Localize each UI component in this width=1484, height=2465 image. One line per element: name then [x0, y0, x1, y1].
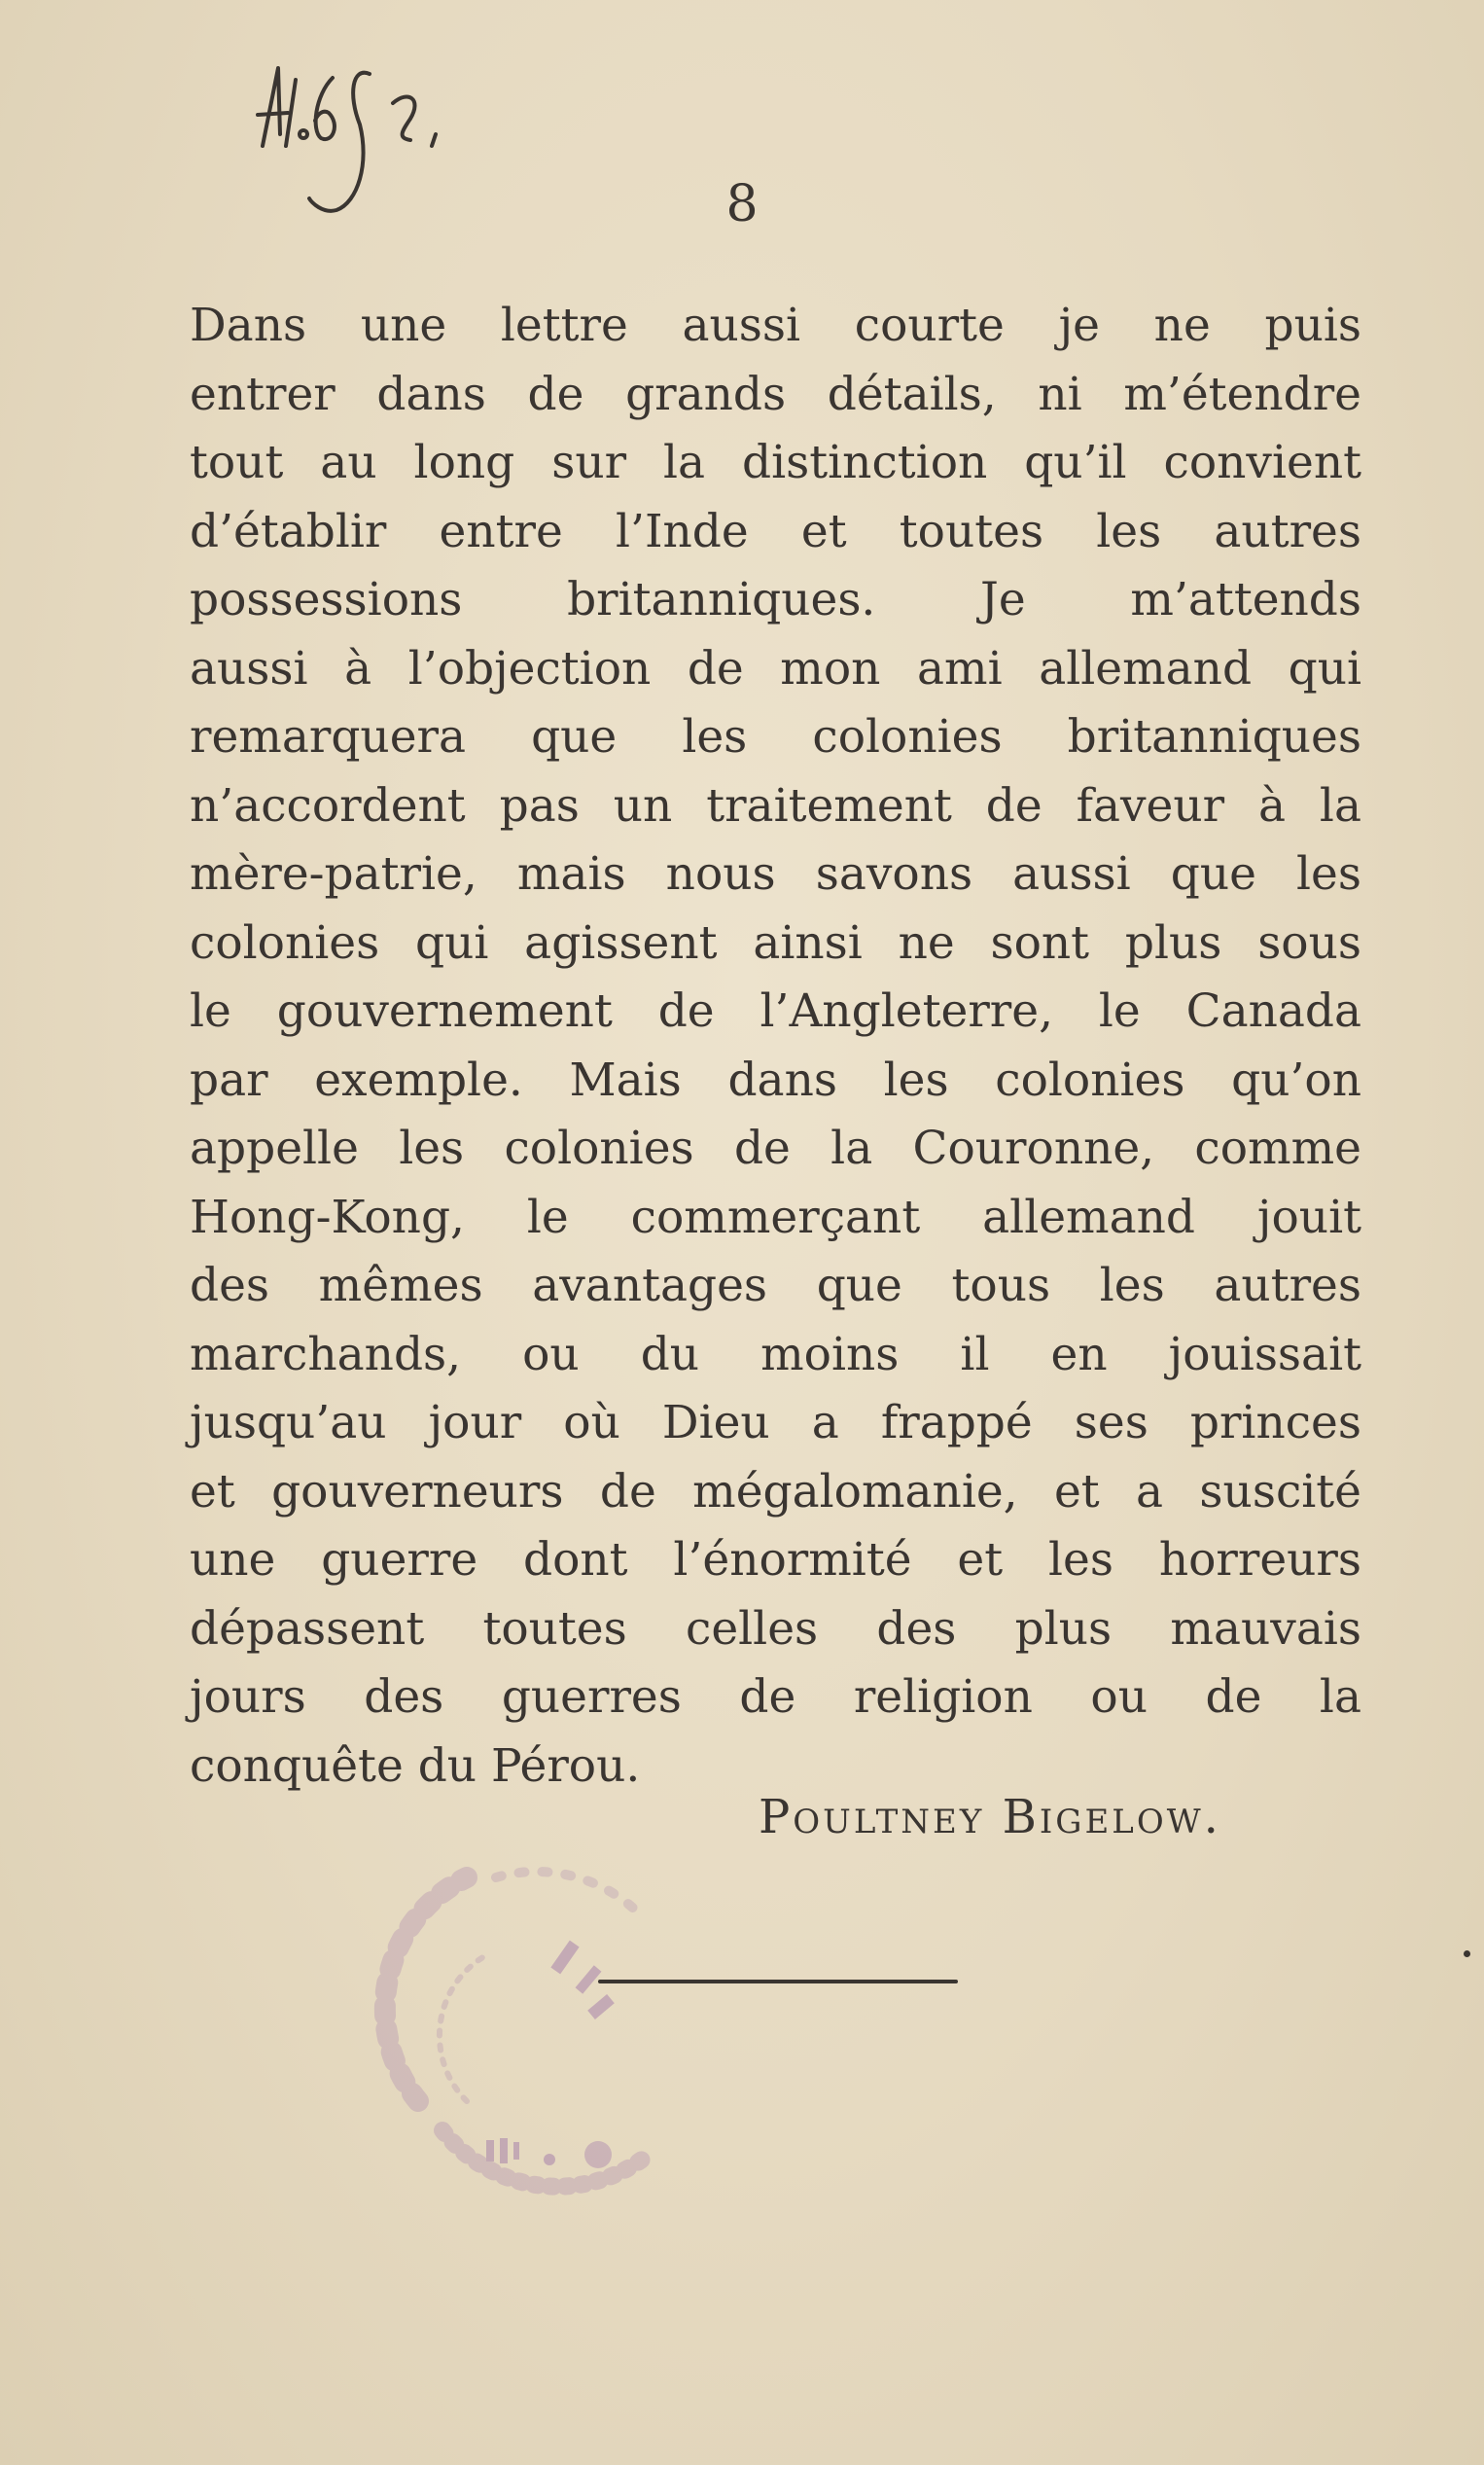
text-line: appelle les colonies de la Couronne, comme — [190, 1122, 1361, 1175]
text-line: des mêmes avantages que tous les autres — [190, 1259, 1361, 1312]
text-line: aussi à l’objection de mon ami allemand qui — [190, 641, 1361, 696]
text-line: une guerre dont l’énormité et les horreurs — [190, 1533, 1361, 1587]
text-line: et gouverneurs de mégalomanie, et a suscité — [190, 1464, 1361, 1518]
text-line: possessions britanniques. Je m’attends — [190, 573, 1361, 626]
text-line: marchands, ou du moins il en jouissait — [190, 1327, 1361, 1381]
text-line: entrer dans de grands détails, ni m’étendre — [190, 367, 1361, 421]
text-line: mère-patrie, mais nous savons aussi que les — [190, 847, 1361, 901]
page-number: 8 — [725, 175, 759, 233]
text-line: jours des guerres de religion ou de la — [190, 1670, 1361, 1724]
text-line: Hong-Kong, le commerçant allemand jouit — [190, 1190, 1361, 1244]
text-line: le gouvernement de l’Angleterre, le Canada — [190, 984, 1361, 1038]
text-line: d’établir entre l’Inde et toutes les autres — [190, 504, 1361, 558]
text-line: dépassent toutes celles des plus mauvais — [190, 1601, 1361, 1656]
text-line: Dans une lettre aussi courte je ne puis — [190, 299, 1361, 352]
text-line: tout au long sur la distinction qu’il convient — [190, 436, 1361, 489]
body-text — [190, 292, 1361, 1801]
text-line: jusqu’au jour où Dieu a frappé ses princes — [190, 1396, 1361, 1449]
text-line: n’accordent pas un traitement de faveur à la — [190, 778, 1361, 833]
author-signature: Poultney Bigelow. — [759, 1790, 1221, 1844]
closing-rule — [598, 1980, 958, 1983]
library-stamp — [350, 1809, 759, 2218]
text-line: colonies qui agissent ainsi ne sont plus sous — [190, 915, 1361, 970]
text-line: remarquera que les colonies britanniques — [190, 710, 1361, 764]
text-line: conquête du Pérou. — [190, 1738, 641, 1793]
text-line: par exemple. Mais dans les colonies qu’on — [190, 1053, 1361, 1107]
ink-speck — [1464, 1950, 1470, 1957]
